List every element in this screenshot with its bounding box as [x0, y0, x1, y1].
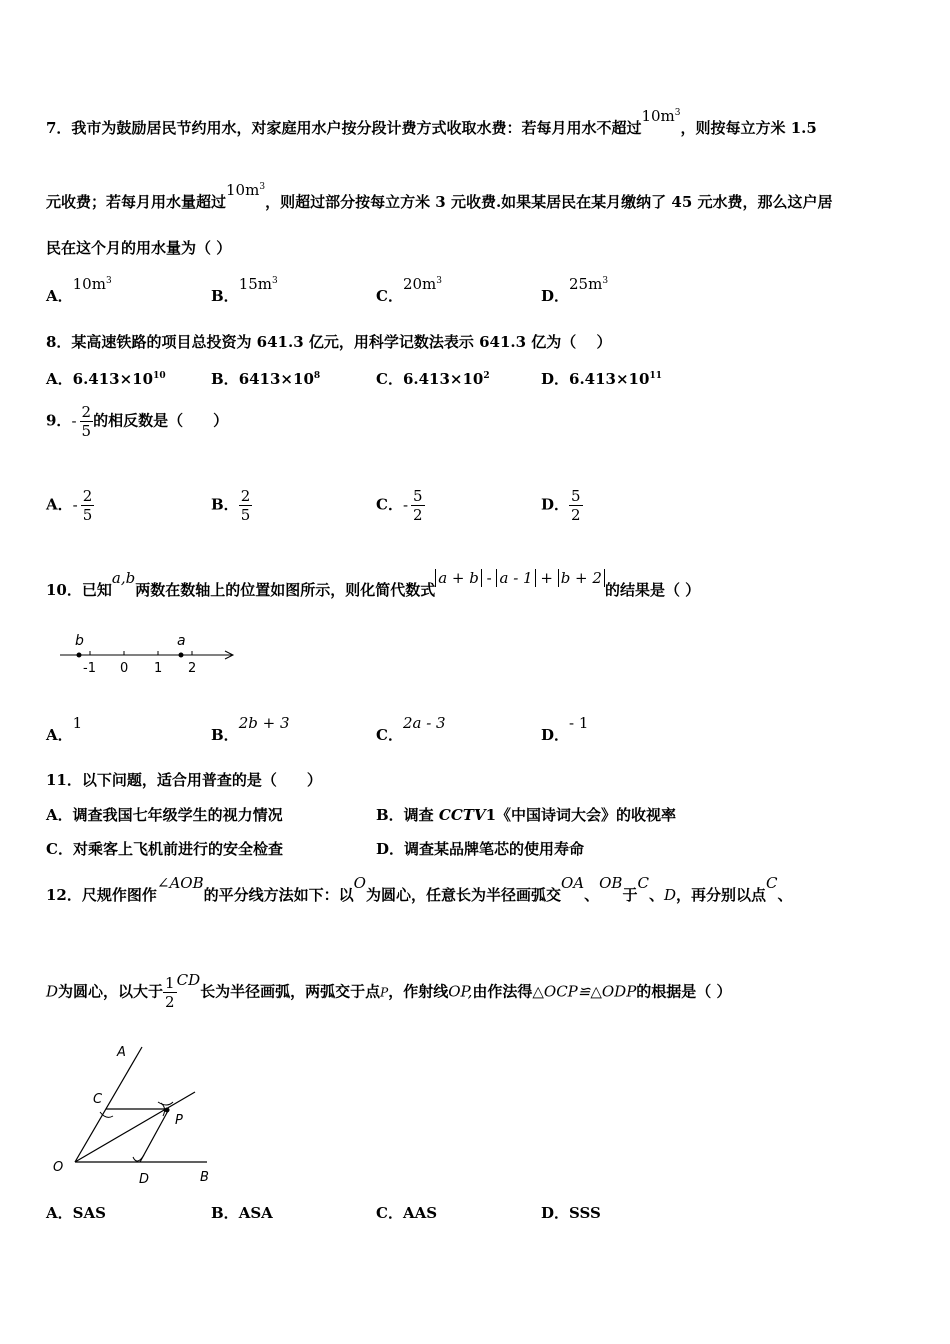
number-line-figure [55, 628, 245, 676]
q9-fraction: $\frac{2}{5}$ [81, 403, 92, 440]
q10-option-b[interactable]: B．2b + 3 [211, 714, 290, 744]
q7-line3: 民在这个月的用水量为（ ） [46, 239, 232, 257]
label-c: C [93, 1092, 103, 1107]
q7-text-1: 7．我市为鼓励居民节约用水，对家庭用水户按分段计费方式收取水费：若每月用水不超过 [46, 119, 642, 137]
q10-option-d[interactable]: D．- 1 [541, 714, 589, 744]
q7-math-2: $10m^3$ [226, 181, 266, 199]
q12-line2: D为圆心，以大于 $\frac{1}{2}$ CD长为半径画弧，两弧交于点P，作射线OP,由作法得△OCP≌△ODP的根据是（ ） [46, 970, 732, 1011]
q12-option-a[interactable]: A．SAS [46, 1204, 106, 1222]
point-a-label: a [177, 633, 186, 649]
q7-line1 [46, 107, 817, 138]
q7-text-4: ，则超过部分按每立方米 3 元收费.如果某居民在某月缴纳了 45 元水费，那么这户居 [265, 193, 833, 211]
q12-angle: ∠AOB [156, 874, 204, 892]
arc-mark-p1 [158, 1102, 173, 1105]
label-d: D [139, 1172, 150, 1187]
label-b: B [200, 1170, 209, 1185]
label-p: P [175, 1113, 183, 1128]
arc-mark-d [133, 1155, 144, 1161]
q8-option-d[interactable]: D．$6.413\times 10^{11}$ [541, 370, 662, 388]
q10-question: 10．已知a,b两数在数轴上的位置如图所示，则化简代数式a + b - a - 1 + b + 2的结果是（ ） [46, 569, 701, 599]
q12-option-c[interactable]: C．AAS [376, 1204, 438, 1222]
tick-label-minus1: -1 [83, 661, 96, 676]
q10-abs-2: a - 1 [496, 569, 535, 587]
q11-option-a[interactable]: A．调查我国七年级学生的视力情况 [46, 806, 283, 824]
ray-oa [75, 1047, 142, 1162]
q11-option-c[interactable]: C．对乘客上飞机前进行的安全检查 [46, 840, 283, 858]
q11-option-b[interactable]: B．调查 CCTV1《中国诗词大会》的收视率 [376, 806, 677, 824]
point-a-dot [179, 653, 184, 658]
q8-option-a[interactable]: A．$6.413\times 10^{10}$ [46, 370, 166, 388]
q7-text-3: 元收费；若每月用水量超过 [46, 193, 227, 211]
tick-label-2: 2 [188, 661, 197, 676]
q7-line2 [46, 181, 833, 212]
q7-option-d[interactable]: D．$25m^3$ [541, 275, 609, 305]
q7-text-2: ，则按每立方米 1.5 [680, 119, 817, 137]
q12-line1: 12．尺规作图作∠AOB的平分线方法如下：以O为圆心，任意长为半径画弧交OA、OB于C、D，再分别以点C、 [46, 874, 793, 904]
point-b-label: b [75, 633, 84, 649]
q10-option-c[interactable]: C．2a - 3 [376, 714, 446, 744]
q9-option-a[interactable]: A．- $\frac{2}{5}$ [46, 487, 93, 524]
q12-option-b[interactable]: B．ASA [211, 1204, 273, 1222]
label-o: O [53, 1160, 64, 1175]
q12-half-fraction: $\frac{1}{2}$ [165, 974, 175, 1011]
q8-option-b[interactable]: B．$6413\times 10^8$ [211, 370, 321, 388]
q7-option-a[interactable]: A．$10m^3$ [46, 275, 112, 305]
q8-question: 8．某高速铁路的项目总投资为 641.3 亿元，用科学记数法表示 641.3 亿为（ ） [46, 333, 612, 351]
q8-option-c[interactable]: C．$6.413\times 10^2$ [376, 370, 490, 388]
q11-question: 11．以下问题，适合用普查的是（ ） [46, 771, 322, 789]
q9-option-b[interactable]: B． $\frac{2}{5}$ [211, 487, 251, 524]
q12-option-d[interactable]: D．SSS [541, 1204, 601, 1222]
label-a: A [117, 1045, 126, 1060]
point-b-dot [77, 653, 82, 658]
q9-option-d[interactable]: D． $\frac{5}{2}$ [541, 487, 581, 524]
tick-label-0: 0 [120, 661, 129, 676]
q10-option-a[interactable]: A．1 [46, 714, 83, 744]
q7-option-c[interactable]: C．$20m^3$ [376, 275, 442, 305]
q9-question: 9．- $\frac{2}{5}$ 的相反数是（ ） [46, 403, 229, 440]
q12-congruence: △OCP≌△ODP [532, 982, 637, 1001]
q10-abs-3: b + 2 [558, 569, 605, 587]
q7-math-1: $10m^3$ [641, 107, 681, 125]
angle-bisector-figure [45, 1040, 225, 1190]
q7-option-b[interactable]: B．$15m^3$ [211, 275, 278, 305]
segment-dp [140, 1109, 169, 1162]
q11-option-d[interactable]: D．调查某品牌笔芯的使用寿命 [376, 840, 585, 858]
q10-vars: a,b [111, 569, 136, 587]
q10-abs-1: a + b [435, 569, 482, 587]
tick-label-1: 1 [154, 661, 163, 676]
point-p-dot [165, 1108, 170, 1113]
q9-option-c[interactable]: C．- $\frac{5}{2}$ [376, 487, 423, 524]
